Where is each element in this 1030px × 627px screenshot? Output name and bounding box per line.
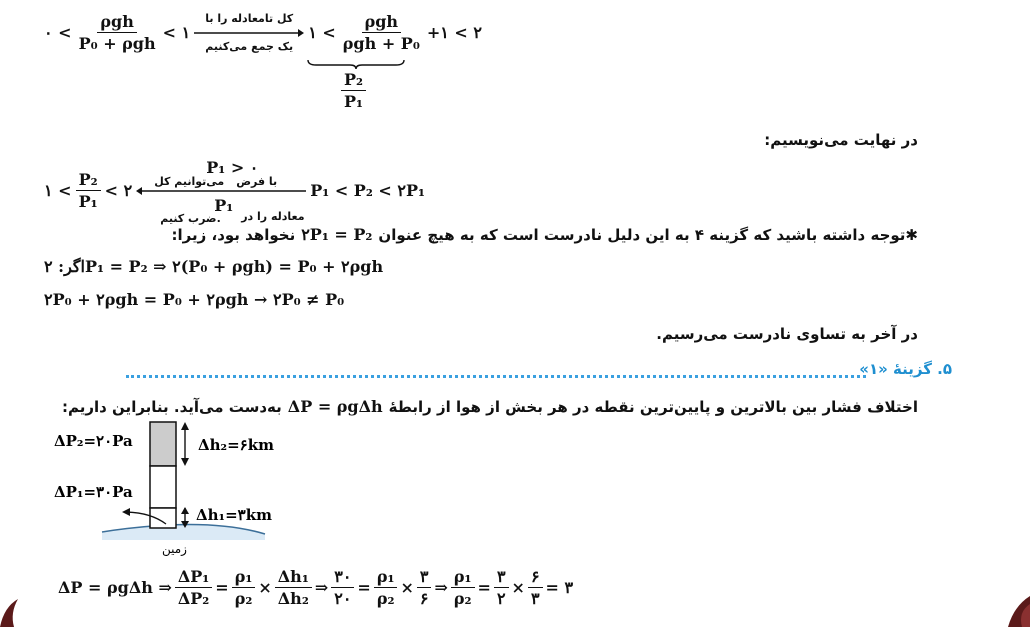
times-sign: × [258,578,272,597]
fraction-numerator: ۳۰ [331,567,354,588]
equals-sign: = [477,578,491,597]
multiply-arrow [136,158,306,225]
fraction-denominator: ΔP₂ [177,589,210,608]
arrow-up-icon [181,507,189,514]
fraction-3-6 [417,567,432,608]
fraction-dh1-dh2 [275,567,312,608]
dp1-label: ΔP₁=۳۰Pa [54,483,133,501]
fraction-denominator: P₁ [344,92,364,111]
fraction-numerator: ۳ [417,567,432,588]
fraction-3-2 [494,567,509,608]
equals-sign: = [215,578,229,597]
fraction-rho1-rho2 [374,567,398,608]
dp2-label: ΔP₂=۲۰Pa [54,432,133,450]
fraction-numerator: ۶ [528,567,543,588]
underbrace-icon [306,58,406,70]
ground-label: زمین [162,542,187,556]
fraction-denominator: ۲۰ [334,589,352,608]
note-line [172,225,918,244]
fraction-rho1-rho2 [451,567,475,608]
arrow-bottom-label-a: معادله را در [241,210,305,223]
implies-sign: ⇒ [314,578,329,597]
ground-shape [102,524,265,540]
fraction-6-3 [528,567,543,608]
multiplier-p1: P₁ [214,196,234,215]
left-arrow-icon [136,186,306,196]
fraction-denominator: ۶ [419,589,429,608]
add-one-arrow [194,10,304,54]
fraction-denominator: ρ₂ [376,589,395,608]
fraction-numerator: ۳ [494,567,509,588]
fraction-numerator: ρgh [362,12,401,33]
arrow-top-label-b: می‌توانیم کل [154,175,225,188]
implies-sign: ⇒ [434,578,448,597]
fraction-numerator: P₂ [76,170,101,191]
arrow-up-icon [181,422,189,430]
corner-ornament-right-icon [1000,590,1030,627]
note-text: ✱توجه داشته باشید که گزینه ۴ به این دلیل نادرست است که به هیچ عنوان [378,225,918,244]
fraction-numerator: ρ₁ [232,567,256,588]
paragraph-text-b: به‌دست می‌آید. بنابراین داریم: [61,397,282,416]
final-result: = ۳ [545,578,574,597]
pressure-formula: ΔP = ρgΔh [287,397,383,416]
air-column-figure [50,420,280,560]
upper-air-section [150,422,176,466]
note-end: نخواهد بود، زیرا: [171,225,296,244]
middle-air-section [150,466,176,508]
pointer-arrow-icon [122,508,130,516]
dh2-label: Δh₂=۶km [198,436,275,454]
fraction-denominator: P₁ [78,191,98,211]
equals-sign: = [357,578,371,597]
times-sign: × [511,578,525,597]
lt-two: < ۲ [104,180,133,200]
if-line: اگر: ۲P₁ = P₂ ⇒ ۲(P₀ + ρgh) = P₀ + ۲ρgh [44,257,384,276]
right-arrow-icon [194,28,304,38]
fraction-numerator: ρ₁ [451,567,475,588]
lower-air-section [150,508,176,528]
paragraph-end: در آخر به تساوی نادرست می‌رسیم. [656,325,918,343]
equation-line: ۲P₀ + ۲ρgh = P₀ + ۲ρgh → ۲P₀ ≠ P₀ [44,290,345,309]
final-lhs: ΔP = ρgΔh ⇒ [58,578,172,597]
plus-one-lt-two: +۱ < ۲ [426,22,482,42]
one-lt: ۱ < [44,180,72,200]
pressure-difference-paragraph [62,397,918,416]
fraction-rho1-rho2 [232,567,256,608]
paragraph-finally: در نهایت می‌نویسیم: [764,131,918,149]
arrow-bottom-label: یک جمع می‌کنیم [205,40,294,53]
arrow-down-icon [181,458,189,466]
fraction-denominator: ρ₂ [453,589,472,608]
zero-lt: ۰ < [44,22,72,42]
option-5-heading: ۵. گزینهٔ «۱» [859,360,952,378]
lt-one: < ۱ [162,22,191,42]
fraction-denominator: ρgh + P₀ [342,33,420,53]
fraction-dp1-dp2 [175,567,212,608]
arrow-bottom-label-b: ضرب کنیم. [160,212,221,225]
final-equation [58,567,573,608]
fraction-denominator: ۲ [496,589,506,608]
inequality-line-1 [44,10,482,54]
fraction-denominator: ۳ [530,589,540,608]
fraction-denominator: Δh₂ [277,589,309,608]
corner-ornament-left-icon [0,597,24,627]
note-formula: ۲P₁ = P₂ [301,225,373,244]
fraction-rhogh-over-rhogh-p0 [340,12,423,53]
brace-fraction [341,70,366,111]
dh1-label: Δh₁=۳km [196,506,273,524]
fraction-30-20 [331,567,354,608]
fraction-denominator: ρ₂ [234,589,253,608]
fraction-numerator: Δh₁ [275,567,312,588]
result-inequality: P₁ < P₂ < ۲P₁ [310,180,426,200]
dotted-divider [126,375,866,378]
fraction-p2-over-p1 [76,170,101,211]
fraction-rhogh-over-p0-rhogh [76,12,159,53]
fraction-numerator: ρ₁ [374,567,398,588]
fraction-numerator: ΔP₁ [175,567,212,588]
fraction-numerator: P₂ [341,70,366,91]
arrow-top-label: کل تامعادله را با [205,12,294,25]
times-sign: × [400,578,414,597]
one-lt: ۱ < [308,22,336,42]
paragraph-text-a: اختلاف فشار بین بالاترین و پایین‌ترین نقطه در هر بخش از هوا از رابطهٔ [388,397,918,416]
condition-p1-positive: P₁ > ۰ [206,158,259,177]
fraction-denominator: P₀ + ρgh [78,33,156,53]
arrow-top-label-a: با فرض [236,175,278,188]
inequality-line-2 [44,158,426,225]
fraction-numerator: ρgh [97,12,136,33]
